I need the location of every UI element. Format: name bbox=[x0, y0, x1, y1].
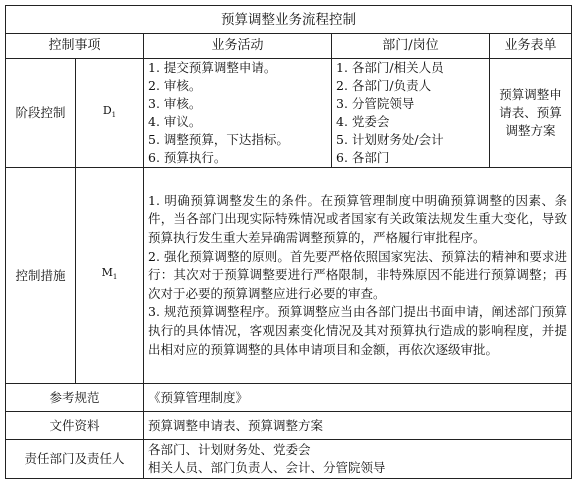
reference-label: 参考规范 bbox=[6, 384, 144, 412]
department-item: 3. 分管院领导 bbox=[336, 96, 415, 111]
reference-row bbox=[6, 384, 572, 412]
stage-code bbox=[76, 59, 144, 168]
process-control-table bbox=[5, 5, 572, 479]
department-item: 1. 各部门/相关人员 bbox=[336, 60, 444, 75]
department-item: 5. 计划财务处/会计 bbox=[336, 132, 444, 147]
documents-row bbox=[6, 412, 572, 440]
documents-label: 文件资料 bbox=[6, 412, 144, 440]
reference-value: 《预算管理制度》 bbox=[144, 384, 572, 412]
measures-code-letter: M bbox=[101, 266, 113, 280]
header-activity: 业务活动 bbox=[144, 34, 332, 59]
header-dept: 部门/岗位 bbox=[332, 34, 490, 59]
measures-code bbox=[76, 168, 144, 384]
stage-departments bbox=[332, 59, 490, 168]
stage-activities bbox=[144, 59, 332, 168]
measures-content bbox=[144, 168, 572, 384]
control-measures-row bbox=[6, 168, 572, 384]
measures-code-sub: 1 bbox=[112, 273, 118, 282]
responsible-line: 各部门、计划财务处、党委会 bbox=[148, 442, 311, 457]
responsible-line: 相关人员、部门负责人、会计、分管院领导 bbox=[148, 460, 386, 475]
stage-control-row bbox=[6, 59, 572, 168]
stage-code-sub: 1 bbox=[111, 111, 117, 120]
department-item: 2. 各部门/负责人 bbox=[336, 78, 432, 93]
activity-item: 5. 调整预算，下达指标。 bbox=[148, 132, 289, 147]
responsible-row bbox=[6, 440, 572, 479]
activity-item: 6. 预算执行。 bbox=[148, 150, 227, 165]
activity-item: 2. 审核。 bbox=[148, 78, 202, 93]
department-item: 6. 各部门 bbox=[336, 150, 390, 165]
stage-form: 预算调整申请表、预算调整方案 bbox=[490, 59, 572, 168]
documents-value: 预算调整申请表、预算调整方案 bbox=[144, 412, 572, 440]
header-control-item: 控制事项 bbox=[6, 34, 144, 59]
header-form: 业务表单 bbox=[490, 34, 572, 59]
stage-label: 阶段控制 bbox=[6, 59, 76, 168]
responsible-label: 责任部门及责任人 bbox=[6, 440, 144, 479]
responsible-value bbox=[144, 440, 572, 479]
measure-paragraph: 2. 强化预算调整的原则。首先要严格依照国家宪法、预算法的精神和要求进行：其次对于预算调整要进行严格限制，非特殊原因不能进行预算调整；再次对于必要的预算调整应进行必要的审查。 bbox=[148, 248, 568, 301]
activity-item: 4. 审议。 bbox=[148, 114, 202, 129]
measures-label: 控制措施 bbox=[6, 168, 76, 384]
department-item: 4. 党委会 bbox=[336, 114, 390, 129]
stage-code-letter: D bbox=[102, 103, 112, 117]
measure-paragraph: 3. 规范预算调整程序。预算调整应当由各部门提出书面申请，阐述部门预算执行的具体情况，客观因素变化情况及其对预算执行造成的影响程度，并提出相对应的预算调整的具体申请项目和金额，再依次逐级审批。 bbox=[148, 304, 568, 357]
activity-item: 1. 提交预算调整申请。 bbox=[148, 60, 277, 75]
table-title: 预算调整业务流程控制 bbox=[6, 6, 572, 34]
activity-item: 3. 审核。 bbox=[148, 96, 202, 111]
measure-paragraph: 1. 明确预算调整发生的条件。在预算管理制度中明确预算调整的因素、条件，当各部门出现实际特殊情况或者国家有关政策法规发生重大变化，导致预算执行发生重大差异确需调整预算的，严格履行审批程序。 bbox=[148, 192, 568, 246]
